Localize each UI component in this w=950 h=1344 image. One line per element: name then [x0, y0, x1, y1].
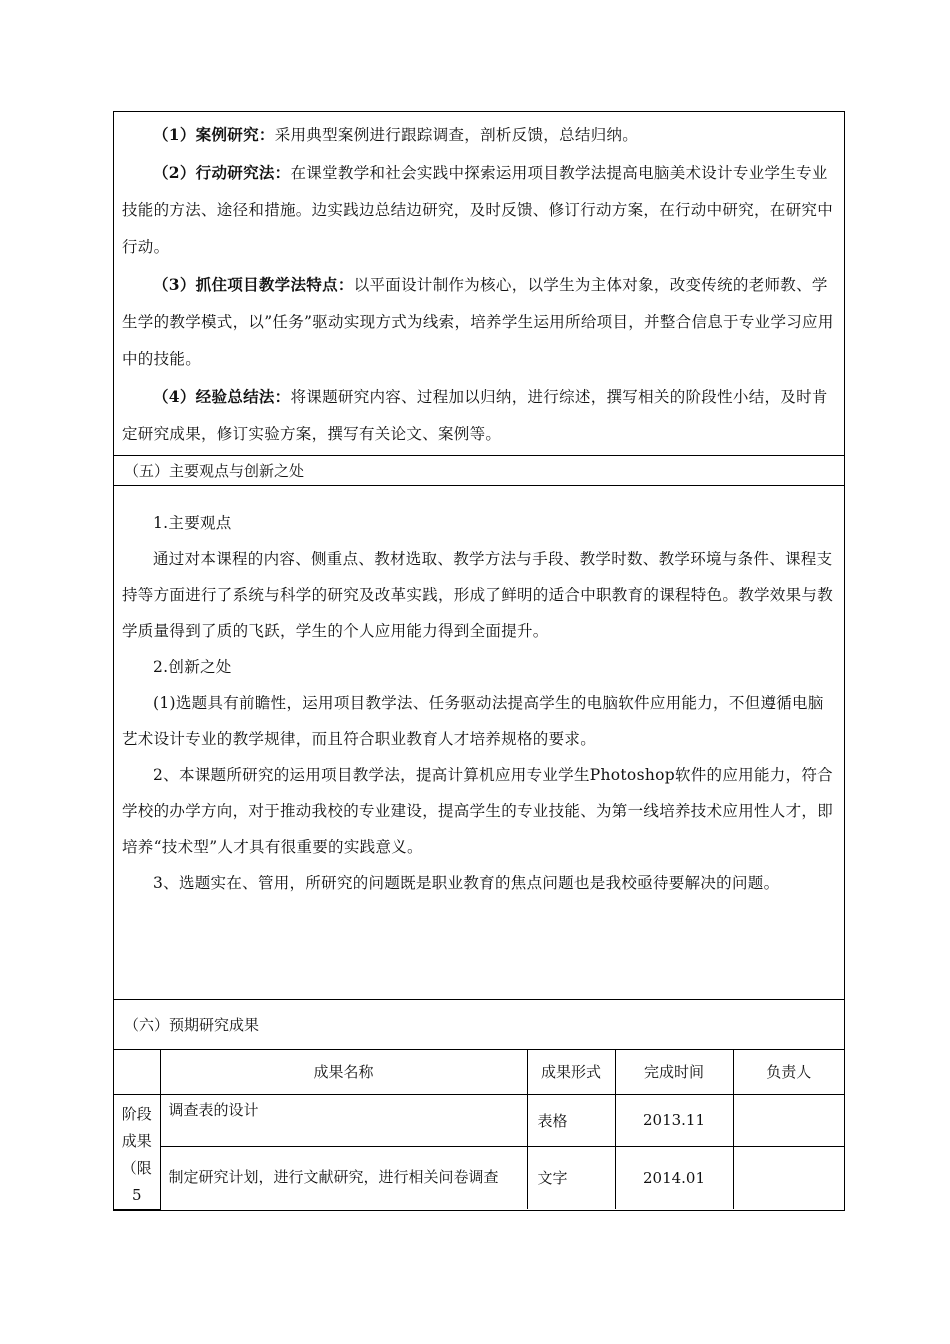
method-label: （4）经验总结法：	[153, 387, 291, 406]
result-form: 表格	[527, 1094, 615, 1146]
side-label-line: 阶段	[121, 1104, 152, 1123]
result-time: 2013.11	[615, 1094, 733, 1146]
results-table-wrap	[114, 1050, 844, 1210]
header-form: 成果形式	[527, 1050, 615, 1094]
method-label: （3）抓住项目教学法特点：	[153, 275, 354, 294]
side-label-line: 成果	[121, 1131, 152, 1150]
side-label-line: （限	[121, 1158, 152, 1177]
header-time: 完成时间	[615, 1050, 733, 1094]
section5-heading: （五）主要观点与创新之处	[114, 456, 844, 486]
section5-body	[114, 486, 844, 1000]
table-header-row	[114, 1050, 844, 1094]
section5-paragraph: 通过对本课程的内容、侧重点、教材选取、教学方法与手段、教学时数、教学环境与条件、课程支持等方面进行了系统与科学的研究及改革实践，形成了鲜明的适合中职教育的课程特色。教学效果与教学质量得到了质的飞跃，学生的个人应用能力得到全面提升。	[122, 550, 834, 640]
section5-paragraph: 2.创新之处	[153, 658, 232, 676]
method-paragraph	[122, 378, 836, 453]
side-label-line: 5	[131, 1185, 142, 1204]
section5-paragraph: 1.主要观点	[153, 514, 232, 532]
result-time: 2014.01	[615, 1146, 733, 1209]
section5-paragraph: 3、选题实在、管用，所研究的问题既是职业教育的焦点问题也是我校亟待要解决的问题。	[153, 874, 780, 892]
result-owner	[733, 1094, 844, 1146]
method-paragraph	[122, 266, 836, 378]
header-owner: 负责人	[733, 1050, 844, 1094]
method-label: （2）行动研究法：	[153, 163, 291, 182]
section6-heading: （六）预期研究成果	[114, 1000, 844, 1050]
method-paragraph	[122, 116, 836, 154]
section5-paragraph: (1)选题具有前瞻性，运用项目教学法、任务驱动法提高学生的电脑软件应用能力，不但遵循电脑艺术设计专业的教学规律，而且符合职业教育人才培养规格的要求。	[122, 694, 824, 748]
table-row	[114, 1094, 844, 1146]
results-table	[114, 1050, 844, 1210]
method-text: 在课堂教学和社会实践中探索运用项目教学法提高电脑美术设计专业学生专业技能的方法、途径和措施。边实践边总结边研究，及时反馈、修订行动方案，在行动中研究，在研究中行动。	[122, 164, 834, 256]
form-frame	[113, 111, 845, 1211]
header-blank-cell	[114, 1050, 160, 1094]
method-paragraph	[122, 154, 836, 266]
result-form: 文字	[527, 1146, 615, 1209]
stage-results-label	[114, 1094, 160, 1209]
result-name: 调查表的设计	[160, 1094, 527, 1146]
header-name: 成果名称	[160, 1050, 527, 1094]
result-name: 制定研究计划，进行文献研究，进行相关问卷调查	[160, 1146, 527, 1209]
result-owner	[733, 1146, 844, 1209]
method-text: 以平面设计制作为核心，以学生为主体对象，改变传统的老师教、学生学的教学模式，以”任务”驱动实现方式为线索，培养学生运用所给项目，并整合信息于专业学习应用中的技能。	[122, 276, 834, 368]
research-methods-section	[114, 112, 844, 456]
table-row	[114, 1146, 844, 1209]
section5-paragraph: 2、本课题所研究的运用项目教学法，提高计算机应用专业学生Photoshop软件的应用能力，符合学校的办学方向，对于推动我校的专业建设，提高学生的专业技能、为第一线培养技术应用性人才，即培养“技术型”人才具有很重要的实践意义。	[122, 766, 834, 856]
method-text: 将课题研究内容、过程加以归纳，进行综述，撰写相关的阶段性小结，及时肯定研究成果，修订实验方案，撰写有关论文、案例等。	[122, 388, 828, 443]
method-text: 采用典型案例进行跟踪调查，剖析反馈，总结归纳。	[274, 126, 639, 144]
method-label: （1）案例研究：	[153, 125, 275, 144]
